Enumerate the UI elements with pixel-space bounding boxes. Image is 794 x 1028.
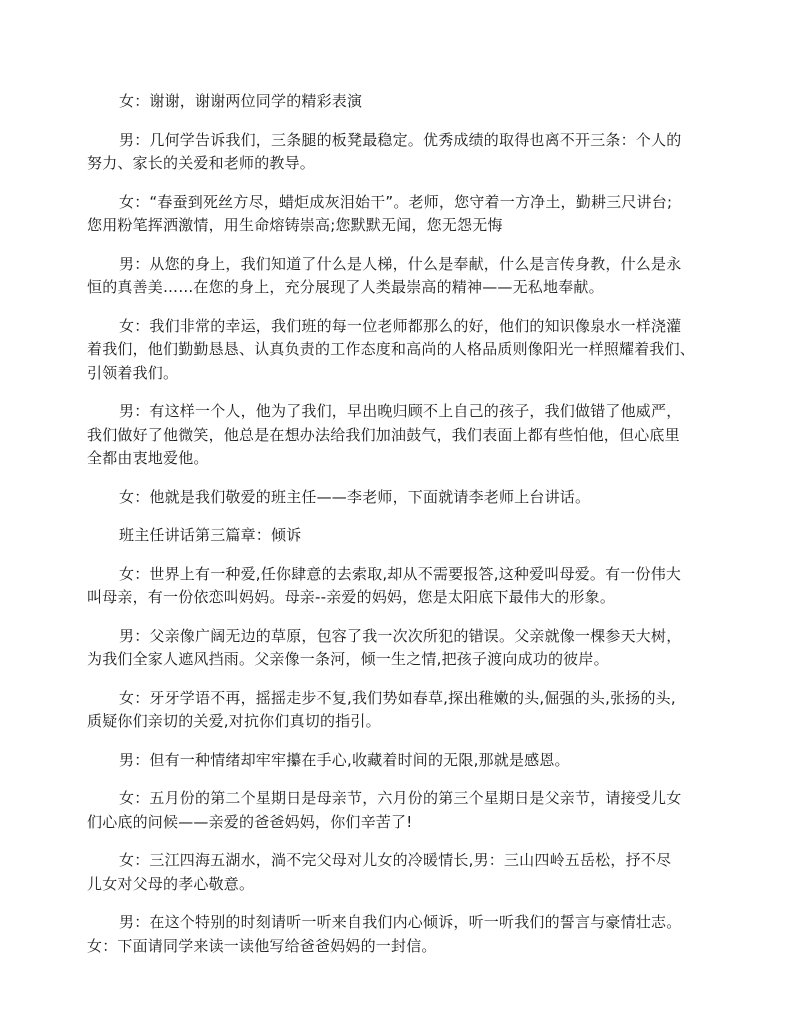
paragraph-line: 女：牙牙学语不再，摇摇走步不复,我们势如春草,探出稚嫩的头,倔强的头,张扬的头, bbox=[119, 688, 676, 707]
paragraph-2 bbox=[87, 129, 717, 176]
paragraph-12 bbox=[87, 749, 717, 773]
paragraph-4 bbox=[87, 253, 717, 300]
paragraph-line: 男：但有一种情绪却牢牢攥在手心,收藏着时间的无限,那就是感恩。 bbox=[119, 750, 570, 769]
paragraph-line: 男：从您的身上，我们知道了什么是人梯，什么是奉献，什么是言传身教，什么是永 bbox=[119, 254, 682, 273]
paragraph-line: 女：谢谢，谢谢两位同学的精彩表演 bbox=[119, 92, 363, 110]
paragraph-11 bbox=[87, 687, 717, 734]
paragraph-14 bbox=[87, 849, 717, 896]
paragraph-line: 女：三江四海五湖水，淌不完父母对儿女的冷暖情长,男：三山四岭五岳松，抒不尽 bbox=[119, 851, 672, 869]
paragraph-line: 着我们，他们勤勤恳恳、认真负责的工作态度和高尚的人格品质则像阳光一样照耀着我们、 bbox=[87, 340, 696, 358]
paragraph-line: 男：父亲像广阔无边的草原，包容了我一次次所犯的错误。父亲就像一棵参天大树， bbox=[119, 626, 682, 645]
paragraph-line: 女：“春蚕到死丝方尽，蜡炬成灰泪始干”。老师，您守着一方净土，勤耕三尺讲台; bbox=[119, 192, 673, 211]
paragraph-line: 您用粉笔挥洒激情，用生命熔铸崇高;您默默无闻，您无怨无悔 bbox=[87, 216, 503, 234]
paragraph-3 bbox=[87, 191, 717, 238]
paragraph-line: 女：五月份的第二个星期日是母亲节，六月份的第三个星期日是父亲节，请接受儿女 bbox=[119, 789, 682, 807]
paragraph-5 bbox=[87, 315, 717, 386]
paragraph-line: 我们做好了他微笑，他总是在想办法给我们加油鼓气，我们表面上都有些怕他，但心底里 bbox=[87, 425, 680, 444]
paragraph-line: 叫母亲，有一份依恋叫妈妈。母亲--亲爱的妈妈，您是太阳底下最伟大的形象。 bbox=[87, 588, 616, 606]
paragraph-1 bbox=[87, 90, 717, 114]
paragraph-line: 引领着我们。 bbox=[87, 363, 179, 382]
paragraph-line: 女：世界上有一种爱,任你肆意的去索取,却从不需要报答,这种爱叫母爱。有一份伟大 bbox=[119, 564, 682, 583]
paragraph-10 bbox=[87, 625, 717, 672]
document-body bbox=[87, 90, 717, 973]
paragraph-line: 恒的真善美……在您的身上，充分展现了人类最崇高的精神——无私地奉献。 bbox=[87, 278, 604, 296]
paragraph-15 bbox=[87, 911, 717, 958]
paragraph-13 bbox=[87, 787, 717, 834]
paragraph-line: 女：下面请同学来读一读他写给爸爸妈妈的一封信。 bbox=[87, 936, 437, 955]
paragraph-line: 们心底的问候——亲爱的爸爸妈妈，你们辛苦了! bbox=[87, 812, 413, 831]
paragraph-9 bbox=[87, 563, 717, 610]
paragraph-line: 女：我们非常的幸运，我们班的每一位老师都那么的好，他们的知识像泉水一样浇灌 bbox=[119, 316, 682, 335]
paragraph-6 bbox=[87, 400, 717, 471]
paragraph-line: 女：他就是我们敬爱的班主任——李老师，下面就请李老师上台讲话。 bbox=[119, 487, 591, 506]
paragraph-line: 儿女对父母的孝心敬意。 bbox=[87, 874, 255, 893]
paragraph-line: 全都由衷地爱他。 bbox=[87, 449, 209, 467]
paragraph-line: 为我们全家人遮风挡雨。父亲像一条河，倾一生之情,把孩子渡向成功的彼岸。 bbox=[87, 650, 609, 668]
paragraph-line: 男：在这个特别的时刻请听一听来自我们内心倾诉，听一听我们的誓言与豪情壮志。 bbox=[119, 913, 682, 931]
section-heading bbox=[87, 524, 717, 548]
paragraph-line: 班主任讲话第三篇章：倾诉 bbox=[119, 526, 302, 544]
paragraph-line: 男：有这样一个人，他为了我们，早出晚归顾不上自己的孩子，我们做错了他威严， bbox=[119, 402, 682, 420]
paragraph-7 bbox=[87, 486, 717, 510]
paragraph-line: 努力、家长的关爱和老师的教导。 bbox=[87, 154, 316, 172]
paragraph-line: 质疑你们亲切的关爱,对抗你们真切的指引。 bbox=[87, 712, 381, 730]
paragraph-line: 男：几何学告诉我们，三条腿的板凳最稳定。优秀成绩的取得也离不开三条：个人的 bbox=[119, 130, 682, 149]
